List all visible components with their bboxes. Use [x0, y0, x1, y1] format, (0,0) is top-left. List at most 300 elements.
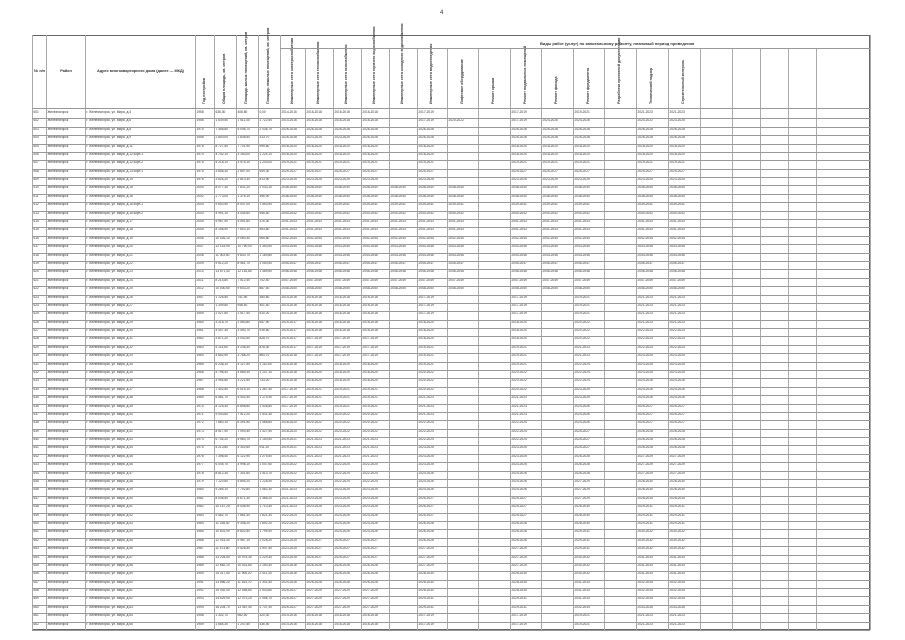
- row-district: Железногорск: [47, 487, 69, 492]
- row-nonliving-area: 2 341,50: [259, 579, 272, 584]
- row-work-period: 2039-2041: [334, 202, 350, 207]
- row-total-area: 7 402,50: [215, 386, 228, 391]
- row-work-period: 2019-2021: [362, 160, 378, 165]
- row-living-area: 12 548,60: [237, 588, 252, 593]
- row-work-period: 2019-2021: [574, 110, 590, 114]
- row-work-period: 2025-2027: [637, 411, 653, 416]
- row-work-period: 2047-2049: [362, 277, 378, 282]
- row-work-period: 2023-2025: [334, 135, 350, 140]
- row-nonliving-area: 401,40: [259, 302, 270, 307]
- table-row-divider: [32, 571, 870, 572]
- row-number: 606: [33, 151, 39, 156]
- row-district: Железногорск: [47, 462, 69, 467]
- row-living-area: 7 603,10: [237, 227, 250, 232]
- row-work-period: 2042-2044: [542, 235, 558, 240]
- row-work-period: 2017-2019: [511, 294, 527, 299]
- row-nonliving-area: 384,60: [259, 294, 270, 299]
- table-row-divider: [32, 152, 870, 153]
- row-work-period: 2025-2027: [306, 537, 322, 542]
- row-work-period: 2045-2047: [669, 260, 685, 265]
- row-work-period: 2025-2027: [334, 168, 350, 173]
- row-work-period: 2020-2022: [511, 386, 527, 391]
- row-total-area: 9 043,60: [215, 411, 228, 416]
- row-work-period: 2044-2046: [574, 252, 590, 257]
- row-work-period: 2027-2029: [362, 588, 378, 593]
- row-work-period: 2023-2025: [334, 495, 350, 500]
- row-year: 1962: [196, 336, 204, 341]
- table-row-divider: [32, 244, 870, 245]
- table-row-divider: [32, 261, 870, 262]
- row-work-period: 2048-2050: [306, 286, 322, 291]
- row-work-period: 2022-2024: [306, 470, 322, 475]
- row-work-period: 2023-2025: [306, 495, 322, 500]
- row-address: г. Железногорск, ул. Мира, д.30: [86, 328, 133, 333]
- row-year: 1975: [196, 168, 204, 173]
- row-work-period: 2046-2048: [334, 269, 350, 274]
- row-address: г. Железногорск, ул. Мира, д.50: [86, 495, 133, 500]
- row-year: 1989: [196, 562, 204, 567]
- row-work-period: 2043-2045: [362, 244, 378, 249]
- row-work-period: 2016-2018: [281, 353, 297, 358]
- row-total-area: 10 026,10: [215, 235, 230, 240]
- row-work-period: 2024-2026: [574, 403, 590, 408]
- row-work-period: 2047-2049: [637, 277, 653, 282]
- row-work-period: 2021-2023: [418, 411, 434, 416]
- row-work-period: 2016-2018: [306, 613, 322, 618]
- row-work-period: 2019-2021: [574, 302, 590, 307]
- row-address: г. Железногорск, ул. Мира, д.22: [86, 260, 133, 265]
- row-work-period: 2016-2018: [334, 118, 350, 123]
- row-work-period: 2038-2040: [448, 185, 464, 190]
- row-work-period: 2026-2028: [637, 135, 653, 140]
- row-work-period: 2023-2025: [418, 445, 434, 450]
- row-work-period: 2026-2028: [669, 126, 685, 131]
- table-row-divider: [32, 462, 870, 463]
- column-header-total_area: Общая площадь, кв. метров: [222, 53, 226, 104]
- row-living-area: 9 987,10: [237, 537, 250, 542]
- table-row-divider: [32, 605, 870, 606]
- row-work-period: 2021-2023: [669, 110, 685, 114]
- column-header-w_sewer: Инженерные сети водоотведения: [429, 43, 433, 104]
- row-total-area: 11 003,50: [215, 252, 230, 257]
- row-living-area: 1 511,40: [237, 118, 250, 123]
- row-work-period: 2043-2045: [334, 244, 350, 249]
- row-work-period: 2026-2028: [362, 571, 378, 576]
- table-row-divider: [32, 303, 870, 304]
- row-work-period: 2042-2044: [574, 235, 590, 240]
- row-district: Железногорск: [47, 118, 69, 123]
- row-work-period: 2019-2021: [362, 386, 378, 391]
- row-work-period: 2047-2049: [448, 277, 464, 282]
- row-address: г. Железногорск, ул. Мира, д.65: [86, 621, 133, 626]
- row-living-area: 12 181,80: [237, 269, 252, 274]
- row-work-period: 2025-2027: [669, 411, 685, 416]
- row-number: 603: [33, 126, 39, 131]
- row-work-period: 2018-2020: [362, 361, 378, 366]
- row-district: Железногорск: [47, 437, 69, 442]
- row-number: 642: [33, 453, 39, 458]
- row-work-period: 2039-2041: [574, 202, 590, 207]
- row-work-period: 2025-2027: [511, 504, 527, 509]
- row-work-period: 2019-2021: [306, 386, 322, 391]
- row-district: Железногорск: [47, 378, 69, 383]
- row-total-area: 7 120,60: [215, 479, 228, 484]
- row-work-period: 2017-2019: [418, 118, 434, 123]
- row-address: г. Железногорск, ул. Мира, д.17: [86, 219, 133, 224]
- row-year: 2005: [196, 219, 204, 224]
- row-work-period: 2021-2023: [306, 453, 322, 458]
- row-living-area: 11 906,20: [237, 571, 252, 576]
- row-work-period: 2027-2029: [511, 562, 527, 567]
- row-work-period: 2018-2020: [334, 361, 350, 366]
- row-work-period: 2048-2050: [542, 286, 558, 291]
- row-nonliving-area: 2 028,20: [259, 537, 272, 542]
- row-work-period: 2025-2027: [418, 168, 434, 173]
- row-living-area: 2 897,00: [237, 168, 250, 173]
- row-work-period: 2027-2029: [637, 470, 653, 475]
- row-living-area: 1 838,50: [237, 135, 250, 140]
- row-work-period: 2041-2043: [418, 219, 434, 224]
- row-work-period: 2041-2043: [334, 219, 350, 224]
- row-living-area: 6 391,50: [237, 420, 250, 425]
- row-work-period: 2014-2016: [281, 302, 297, 307]
- row-living-area: 3 163,00: [237, 151, 250, 156]
- row-work-period: 2023-2025: [669, 361, 685, 366]
- row-total-area: 5 218,10: [215, 160, 228, 165]
- row-living-area: 8 436,90: [237, 504, 250, 509]
- row-work-period: 2024-2026: [637, 395, 653, 400]
- row-district: Железногорск: [47, 302, 69, 307]
- row-nonliving-area: 949,30: [259, 168, 270, 173]
- row-work-period: 2030-2032: [669, 529, 685, 534]
- row-work-period: 2038-2040: [542, 193, 558, 198]
- row-work-period: 2026-2028: [281, 126, 297, 131]
- row-work-period: 2016-2018: [362, 311, 378, 316]
- table-row-divider: [32, 286, 870, 287]
- row-nonliving-area: 911,20: [259, 445, 270, 450]
- row-work-period: 2025-2027: [574, 445, 590, 450]
- row-work-period: 2026-2028: [669, 135, 685, 140]
- row-work-period: 2017-2019: [334, 336, 350, 341]
- row-number: 605: [33, 143, 39, 148]
- table-title: Виды работ (услуг) по капитальному ремонту, плановый период проведения: [540, 41, 695, 46]
- page-number: 4: [440, 10, 444, 16]
- row-year: 1974: [196, 151, 204, 156]
- row-work-period: 2017-2019: [418, 613, 434, 618]
- row-work-period: 2048-2050: [362, 286, 378, 291]
- row-living-area: 4 302,60: [237, 445, 250, 450]
- row-work-period: 2026-2028: [418, 520, 434, 525]
- row-total-area: 5 796,40: [215, 370, 228, 374]
- row-work-period: 2039-2041: [448, 202, 464, 207]
- row-work-period: 2030-2032: [637, 546, 653, 551]
- row-work-period: 2038-2040: [511, 193, 527, 198]
- row-work-period: 2023-2025: [334, 487, 350, 492]
- row-work-period: 2047-2049: [574, 277, 590, 282]
- row-work-period: 2019-2021: [574, 294, 590, 299]
- row-work-period: 2017-2019: [362, 336, 378, 341]
- row-address: г. Железногорск, ул. Мира, д.58: [86, 562, 133, 567]
- row-address: г. Железногорск, ул. Мира, д.55: [86, 537, 133, 542]
- row-address: г. Железногорск, ул. Мира, д.64: [86, 613, 133, 618]
- row-year: 1976: [196, 177, 204, 182]
- row-number: 650: [33, 520, 39, 525]
- row-address: г. Железногорск, ул. Мира, д.60: [86, 579, 133, 584]
- row-work-period: 2023-2025: [511, 462, 527, 467]
- row-work-period: 2016-2018: [334, 613, 350, 618]
- row-work-period: 2021-2023: [637, 319, 653, 324]
- row-work-period: 2017-2019: [418, 302, 434, 307]
- row-work-period: 2020-2022: [362, 420, 378, 425]
- column-header-w_electric: Инженерные сети электроснабжения: [289, 37, 294, 104]
- row-address: г. Железногорск, ул. Мира, д.9: [86, 135, 131, 140]
- row-work-period: 2028-2030: [574, 512, 590, 517]
- row-work-period: 2021-2023: [334, 453, 350, 458]
- table-column-divider: [258, 35, 259, 630]
- row-work-period: 2018-2020: [542, 151, 558, 156]
- row-work-period: 2038-2040: [542, 185, 558, 190]
- row-address: г. Железногорск, ул. Мира, д.29: [86, 319, 133, 324]
- row-work-period: 2030-2032: [637, 529, 653, 534]
- row-total-area: 8 156,90: [215, 227, 228, 232]
- table-row-divider: [32, 630, 870, 631]
- table-row-divider: [32, 177, 870, 178]
- row-work-period: 2026-2028: [574, 453, 590, 458]
- row-work-period: 2032-2034: [669, 579, 685, 584]
- row-work-period: 2026-2028: [511, 529, 527, 534]
- table-column-divider: [214, 35, 215, 630]
- row-work-period: 2023-2025: [637, 370, 653, 374]
- row-work-period: 2043-2045: [390, 244, 406, 249]
- row-work-period: 2045-2047: [362, 260, 378, 265]
- row-district: Железногорск: [47, 143, 69, 148]
- row-number: 654: [33, 554, 39, 559]
- row-address: г. Железногорск, ул. Мира, д.63: [86, 604, 133, 609]
- row-living-area: 13 467,40: [237, 604, 252, 609]
- table-row-divider: [32, 378, 870, 379]
- row-number: 626: [33, 319, 39, 324]
- table-row-divider: [32, 529, 870, 530]
- row-district: Железногорск: [47, 336, 69, 341]
- row-work-period: 2042-2044: [281, 235, 297, 240]
- row-work-period: 2023-2025: [418, 462, 434, 467]
- row-number: 616: [33, 235, 39, 240]
- row-work-period: 2019-2021: [334, 160, 350, 165]
- row-work-period: 2023-2025: [637, 353, 653, 358]
- row-address: г. Железногорск, ул. Мира, д.4: [86, 110, 131, 114]
- row-work-period: 2018-2020: [362, 151, 378, 156]
- row-work-period: 2045-2047: [511, 260, 527, 265]
- row-district: Железногорск: [47, 596, 69, 601]
- row-work-period: 2026-2028: [542, 126, 558, 131]
- row-work-period: 2018-2020: [669, 143, 685, 148]
- row-total-area: 16 204,70: [215, 604, 230, 609]
- row-year: 1958: [196, 135, 204, 140]
- row-work-period: 2021-2023: [637, 613, 653, 618]
- row-address: г. Железногорск, ул. Мира, д.42: [86, 428, 133, 433]
- row-total-area: 1 302,70: [215, 613, 228, 618]
- row-work-period: 2022-2024: [511, 420, 527, 425]
- row-work-period: 2038-2040: [511, 185, 527, 190]
- row-living-area: 6 698,80: [237, 403, 250, 408]
- row-work-period: 2025-2027: [281, 596, 297, 601]
- row-work-period: 2025-2027: [306, 554, 322, 559]
- row-work-period: 2039-2041: [306, 202, 322, 207]
- row-work-period: 2028-2030: [511, 571, 527, 576]
- row-work-period: 2047-2049: [306, 277, 322, 282]
- row-living-area: 741,90: [237, 294, 248, 299]
- row-work-period: 2023-2025: [511, 177, 527, 182]
- row-number: 627: [33, 328, 39, 333]
- row-year: 1958: [196, 302, 204, 307]
- row-work-period: 2040-2042: [306, 210, 322, 215]
- row-work-period: 2026-2028: [362, 135, 378, 140]
- row-work-period: 2021-2023: [637, 302, 653, 307]
- row-work-period: 2041-2043: [281, 227, 297, 232]
- row-living-area: 5 046,70: [237, 126, 250, 131]
- row-work-period: 2031-2033: [637, 562, 653, 567]
- row-work-period: 2042-2044: [448, 235, 464, 240]
- row-work-period: 2024-2026: [281, 571, 297, 576]
- row-work-period: 2020-2022: [334, 420, 350, 425]
- row-nonliving-area: 1 489,60: [259, 269, 272, 274]
- row-work-period: 2025-2027: [669, 420, 685, 425]
- row-total-area: 5 114,60: [215, 344, 228, 349]
- column-header-w_lift: Лифтовое оборудование: [459, 59, 464, 104]
- row-work-period: 2026-2028: [334, 562, 350, 567]
- row-work-period: 2048-2050: [418, 286, 434, 291]
- row-nonliving-area: 1 224,10: [259, 151, 272, 156]
- row-work-period: 2021-2023: [306, 445, 322, 450]
- table-row-divider: [32, 185, 870, 186]
- row-work-period: 2039-2041: [669, 202, 685, 207]
- row-work-period: 2017-2019: [511, 110, 527, 114]
- row-work-period: 2018-2020: [574, 151, 590, 156]
- row-work-period: 2025-2027: [306, 168, 322, 173]
- row-work-period: 2044-2046: [511, 252, 527, 257]
- row-work-period: 2017-2019: [418, 621, 434, 626]
- row-work-period: 2019-2021: [306, 160, 322, 165]
- row-work-period: 2025-2027: [669, 168, 685, 173]
- row-number: 648: [33, 504, 39, 509]
- row-work-period: 2023-2025: [334, 177, 350, 182]
- row-year: 1965: [196, 361, 204, 366]
- row-address: г. Железногорск, ул. Мира, д.45: [86, 453, 133, 458]
- row-nonliving-area: 2 036,70: [259, 126, 272, 131]
- row-work-period: 2016-2018: [362, 621, 378, 626]
- row-work-period: 2023-2025: [637, 361, 653, 366]
- row-total-area: 6 581,70: [215, 395, 228, 400]
- row-work-period: 2018-2020: [281, 411, 297, 416]
- row-work-period: 2016-2018: [362, 302, 378, 307]
- row-nonliving-area: 657,90: [259, 319, 270, 324]
- row-work-period: 2048-2050: [637, 286, 653, 291]
- row-district: Железногорск: [47, 445, 69, 450]
- row-work-period: 2018-2020: [418, 143, 434, 148]
- row-work-period: 2029-2031: [574, 529, 590, 534]
- row-work-period: 2038-2040: [390, 193, 406, 198]
- row-number: 624: [33, 302, 39, 307]
- row-work-period: 2038-2040: [418, 193, 434, 198]
- row-work-period: 2026-2028: [511, 520, 527, 525]
- row-work-period: 2019-2021: [334, 386, 350, 391]
- row-work-period: 2019-2021: [511, 353, 527, 358]
- row-work-period: 2044-2046: [390, 252, 406, 257]
- row-work-period: 2046-2048: [306, 269, 322, 274]
- row-work-period: 2018-2020: [362, 143, 378, 148]
- row-work-period: 2027-2029: [669, 462, 685, 467]
- row-work-period: 2024-2026: [418, 479, 434, 484]
- row-work-period: 2031-2033: [669, 571, 685, 576]
- row-work-period: 2032-2034: [637, 588, 653, 593]
- row-year: 1959: [196, 621, 204, 626]
- row-number: 610: [33, 185, 39, 190]
- row-work-period: 2046-2048: [637, 269, 653, 274]
- row-year: 1991: [196, 579, 204, 584]
- row-work-period: 2027-2029: [362, 604, 378, 609]
- row-work-period: 2016-2018: [362, 118, 378, 123]
- row-work-period: 2017-2019: [281, 386, 297, 391]
- row-work-period: 2045-2047: [542, 260, 558, 265]
- row-work-period: 2041-2043: [542, 219, 558, 224]
- row-work-period: 2016-2018: [306, 302, 322, 307]
- row-work-period: 2017-2019: [362, 344, 378, 349]
- row-work-period: 2018-2020: [511, 151, 527, 156]
- row-work-period: 2016-2018: [334, 302, 350, 307]
- row-work-period: 2024-2026: [574, 118, 590, 123]
- row-living-area: 3 042,50: [237, 336, 250, 341]
- row-work-period: 2022-2024: [511, 437, 527, 442]
- row-year: 1984: [196, 520, 204, 525]
- row-work-period: 2020-2022: [281, 462, 297, 467]
- row-nonliving-area: 1 553,90: [259, 202, 272, 207]
- row-work-period: 2027-2029: [418, 554, 434, 559]
- row-number: 609: [33, 177, 39, 182]
- row-work-period: 2044-2046: [334, 252, 350, 257]
- row-work-period: 2029-2031: [574, 546, 590, 551]
- row-year: 2003: [196, 202, 204, 207]
- row-work-period: 2028-2030: [637, 479, 653, 484]
- row-work-period: 2023-2025: [306, 504, 322, 509]
- row-number: 651: [33, 529, 39, 534]
- table-row-divider: [32, 613, 870, 614]
- row-work-period: 2047-2049: [418, 277, 434, 282]
- table-row-divider: [32, 412, 870, 413]
- row-district: Железногорск: [47, 185, 69, 190]
- row-work-period: 2022-2024: [334, 462, 350, 467]
- row-work-period: 2041-2043: [281, 219, 297, 224]
- row-work-period: 2022-2024: [418, 428, 434, 433]
- row-total-area: 11 238,40: [215, 520, 230, 525]
- row-work-period: 2044-2046: [448, 252, 464, 257]
- row-work-period: 2026-2028: [637, 437, 653, 442]
- row-work-period: 2032-2034: [669, 588, 685, 593]
- row-work-period: 2016-2018: [362, 613, 378, 618]
- row-work-period: 2046-2048: [418, 269, 434, 274]
- row-work-period: 2018-2020: [511, 328, 527, 333]
- row-total-area: 1 639,50: [215, 118, 228, 123]
- row-nonliving-area: 1 169,80: [259, 252, 272, 257]
- row-work-period: 2038-2040: [574, 185, 590, 190]
- row-total-area: 5 213,80: [215, 445, 228, 450]
- row-nonliving-area: 1 510,70: [259, 470, 272, 475]
- table-row-divider: [32, 513, 870, 514]
- row-work-period: 2029-2031: [574, 537, 590, 542]
- row-work-period: 2017-2019: [281, 395, 297, 400]
- row-nonliving-area: 828,70: [259, 336, 270, 341]
- row-number: 649: [33, 512, 39, 517]
- row-total-area: 5 967,90: [215, 219, 228, 224]
